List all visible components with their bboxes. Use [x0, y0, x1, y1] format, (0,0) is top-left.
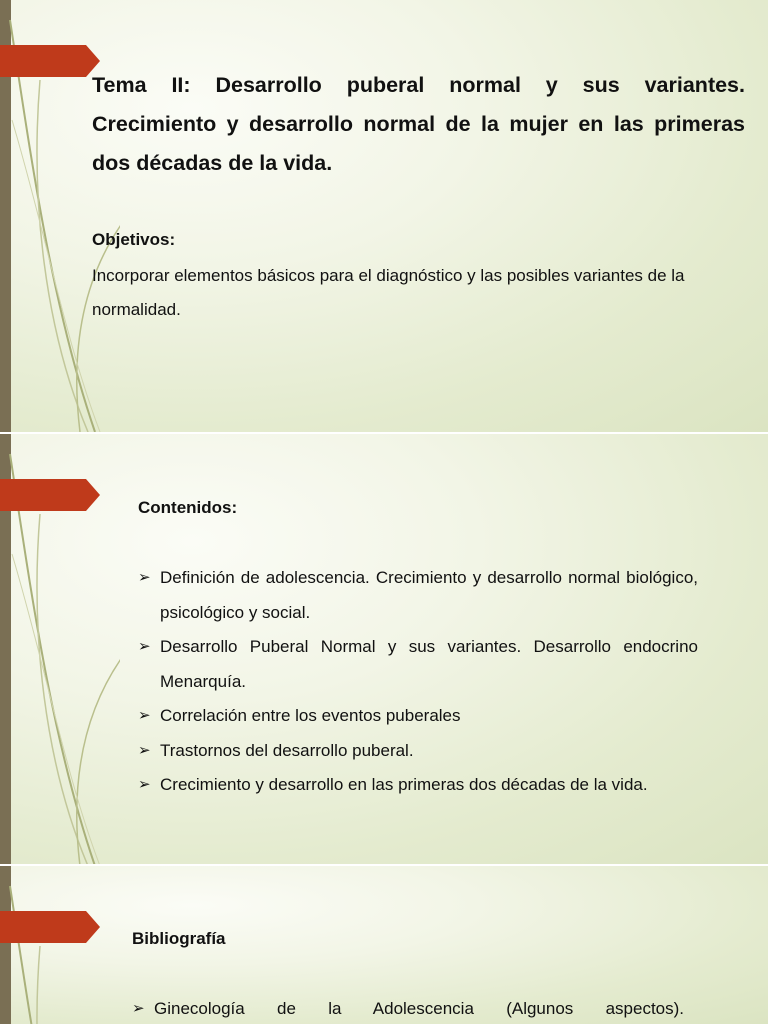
contenidos-heading: Contenidos:: [138, 498, 238, 517]
slide-1: [0, 0, 768, 432]
list-item: ➢ Definición de adolescencia. Crecimiento y desarrollo normal biológico, psicológico y social.: [138, 561, 698, 630]
objetivos-heading: Objetivos:: [92, 230, 176, 249]
list-item: ➢ Trastornos del desarrollo puberal.: [138, 734, 698, 769]
bibliografia-list: [132, 992, 684, 1024]
arrow-tab: [0, 479, 100, 511]
contenidos-list: [138, 561, 698, 803]
bibliografia-heading: Bibliografía: [132, 929, 226, 948]
list-item: ➢ Correlación entre los eventos puberales: [138, 699, 698, 734]
arrow-bullet-icon: ➢: [132, 1000, 145, 1017]
objetivos-text: Incorporar elementos básicos para el diagnóstico y las posibles variantes de la normalidad.: [92, 266, 685, 319]
list-item: ➢ Desarrollo Puberal Normal y sus variantes. Desarrollo endocrino Menarquía.: [138, 630, 698, 699]
arrow-bullet-icon: ➢: [138, 569, 151, 586]
title-line: dos décadas de la vida.: [92, 151, 333, 175]
slide-2: [0, 434, 768, 864]
title-line: Tema II: Desarrollo puberal normal y sus variantes.: [92, 73, 745, 97]
title-line: Crecimiento y desarrollo normal de la mujer en las primeras: [92, 112, 745, 136]
side-bar: [0, 866, 11, 1024]
arrow-bullet-icon: ➢: [138, 707, 151, 724]
arrow-bullet-icon: ➢: [138, 776, 151, 793]
arrow-bullet-icon: ➢: [138, 638, 151, 655]
decorative-curves: [0, 866, 120, 1024]
slide-title: [92, 66, 745, 183]
arrow-bullet-icon: ➢: [138, 741, 151, 759]
list-item: ➢ Crecimiento y desarrollo en las primeras dos décadas de la vida.: [138, 768, 698, 803]
slide-3: [0, 866, 768, 1024]
arrow-tab: [0, 45, 100, 77]
list-item: ➢ Ginecología de la Adolescencia (Algunos aspectos).: [132, 992, 684, 1024]
arrow-tab: [0, 911, 100, 943]
